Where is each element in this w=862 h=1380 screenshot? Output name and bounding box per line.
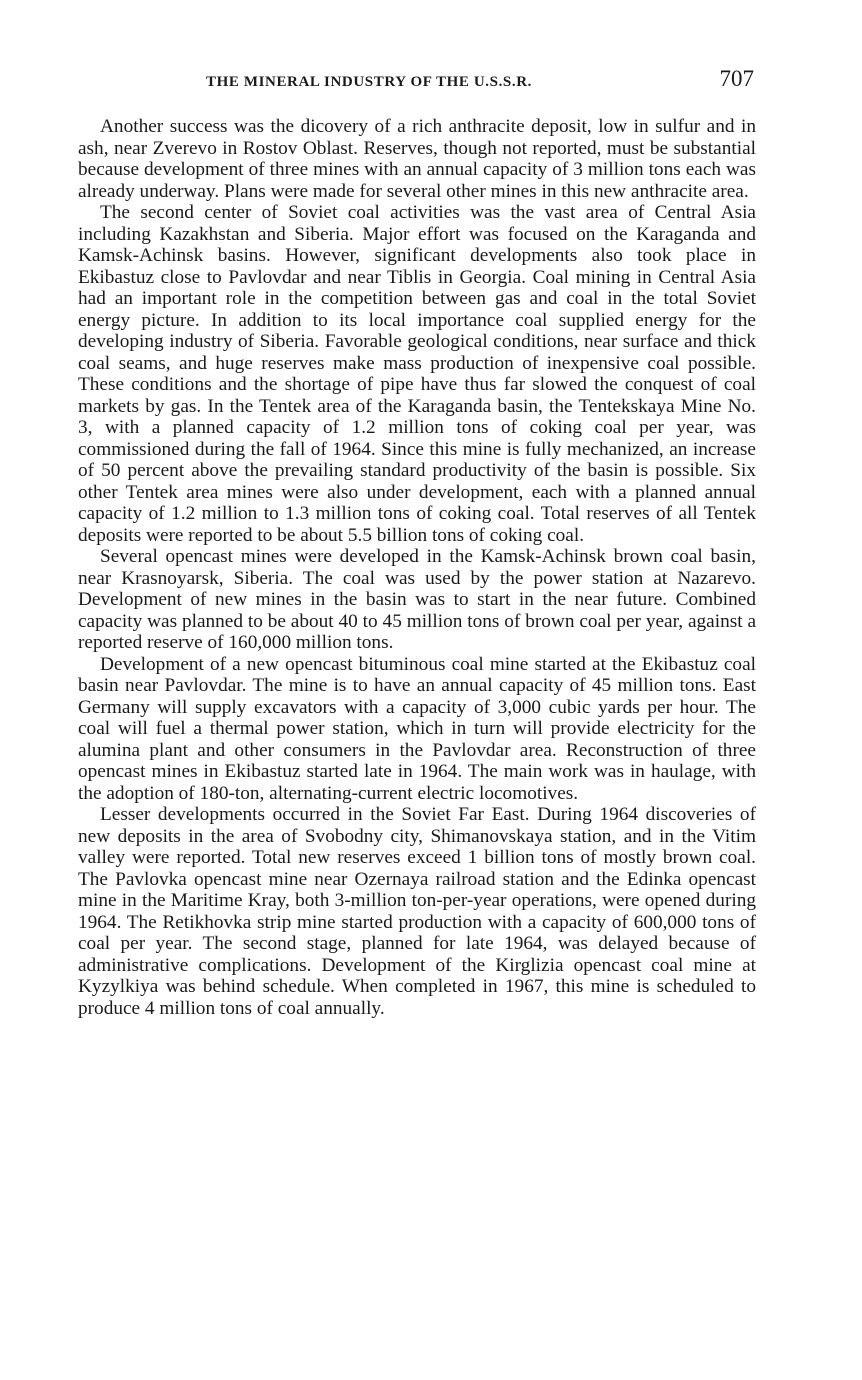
- page-header: [78, 62, 756, 96]
- paragraph-central-asia: The second center of Soviet coal activities was the vast area of Central Asia including Kazakhstan and Siberia. Major effort was focused on the Karaganda and Kamsk-Achinsk basins. However, significant developments also took place in Ekibastuz close to Pavlovdar and near Tiblis in Georgia. Coal mining in Central Asia had an important role in the competition between gas and coal in the total Soviet energy picture. In addition to its local importance coal supplied energy for the developing industry of Siberia. Favorable geological conditions, near surface and thick coal seams, and huge reserves make mass production of inexpensive coal possible. These conditions and the shortage of pipe have thus far slowed the conquest of coal markets by gas. In the Tentek area of the Karaganda basin, the Tentekskaya Mine No. 3, with a planned capacity of 1.2 million tons of coking coal per year, was commissioned during the fall of 1964. Since this mine is fully mechanized, an increase of 50 percent above the prevailing standard productivity of the basin is possible. Six other Tentek area mines were also under development, each with a planned annual capacity of 1.2 million to 1.3 million tons of coking coal. Total reserves of all Tentek deposits were reported to be about 5.5 billion tons of coking coal.: [78, 202, 756, 546]
- paragraph-anthracite-discovery: Another success was the dicovery of a rich anthracite deposit, low in sulfur and in ash, near Zverevo in Rostov Oblast. Reserves, though not reported, must be substantial because development of three mines with an annual capacity of 3 million tons each was already underway. Plans were made for several other mines in this new anthracite area.: [78, 116, 756, 202]
- body-text: [78, 116, 756, 1019]
- paragraph-ekibastuz: Development of a new opencast bituminous coal mine started at the Ekibastuz coal basin near Pavlovdar. The mine is to have an annual capacity of 45 million tons. East Germany will supply excavators with a capacity of 3,000 cubic yards per hour. The coal will fuel a thermal power station, which in turn will provide electricity for the alumina plant and other consumers in the Pavlovdar area. Reconstruction of three opencast mines in Ekibastuz started late in 1964. The main work was in haulage, with the adoption of 180-ton, alternating-current electric locomotives.: [78, 653, 756, 804]
- paragraph-kamsk-achinsk: Several opencast mines were developed in the Kamsk-Achinsk brown coal basin, near Krasnoyarsk, Siberia. The coal was used by the power station at Nazarevo. Development of new mines in the basin was to start in the near future. Combined capacity was planned to be about 40 to 45 million tons of brown coal per year, against a reported reserve of 160,000 million tons.: [78, 546, 756, 653]
- paragraph-far-east: Lesser developments occurred in the Soviet Far East. During 1964 discoveries of new deposits in the area of Svobodny city, Shimanovskaya station, and in the Vitim valley were reported. Total new reserves exceed 1 billion tons of mostly brown coal. The Pavlovka opencast mine near Ozernaya railroad station and the Edinka opencast mine in the Maritime Kray, both 3-million ton-per-year operations, were opened during 1964. The Retikhovka strip mine started production with a capacity of 600,000 tons of coal per year. The second stage, planned for late 1964, was delayed because of administrative complications. Development of the Kirglizia opencast coal mine at Kyzylkiya was behind schedule. When completed in 1967, this mine is scheduled to produce 4 million tons of coal annually.: [78, 804, 756, 1019]
- running-head: THE MINERAL INDUSTRY OF THE U.S.S.R.: [206, 74, 532, 90]
- document-page: [78, 62, 756, 1019]
- page-number: 707: [719, 66, 754, 91]
